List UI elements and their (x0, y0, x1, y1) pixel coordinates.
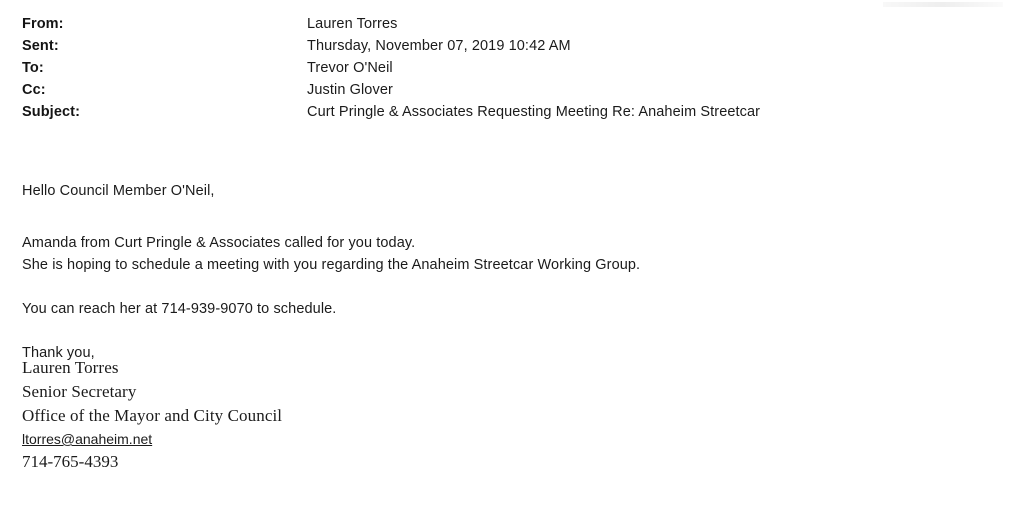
header-label-from: From: (22, 16, 64, 32)
body-greeting: Hello Council Member O'Neil, (22, 183, 215, 199)
header-value-cc: Justin Glover (307, 82, 393, 98)
signature-email-link[interactable]: ltorres@anaheim.net (22, 431, 153, 447)
header-row-cc (22, 80, 982, 101)
signature-department: Office of the Mayor and City Council (22, 406, 283, 425)
email-header-block (22, 14, 982, 124)
header-value-to: Trevor O'Neil (307, 60, 393, 76)
body-closing: Thank you, (22, 345, 95, 361)
header-label-cc: Cc: (22, 82, 46, 98)
header-value-sent: Thursday, November 07, 2019 10:42 AM (307, 38, 571, 54)
header-value-subject: Curt Pringle & Associates Requesting Meeting Re: Anaheim Streetcar (307, 104, 761, 120)
header-row-sent (22, 36, 982, 57)
body-paragraph1-line2: She is hoping to schedule a meeting with you regarding the Anaheim Streetcar Working Group. (22, 257, 641, 273)
header-label-to: To: (22, 60, 44, 76)
header-label-subject: Subject: (22, 104, 80, 120)
spacer (22, 276, 972, 298)
body-paragraph2: You can reach her at 714-939-9070 to schedule. (22, 301, 337, 317)
header-value-from: Lauren Torres (307, 16, 398, 32)
scan-artifact (883, 2, 1003, 7)
signature-title: Senior Secretary (22, 382, 137, 401)
header-row-subject (22, 102, 982, 123)
header-label-sent: Sent: (22, 38, 59, 54)
email-body (22, 180, 972, 364)
spacer (22, 202, 972, 232)
header-row-from (22, 14, 982, 35)
body-paragraph1-line1: Amanda from Curt Pringle & Associates called for you today. (22, 235, 416, 251)
signature-name: Lauren Torres (22, 358, 119, 377)
header-row-to (22, 58, 982, 79)
email-signature-block (22, 356, 622, 474)
spacer (22, 320, 972, 342)
signature-phone: 714-765-4393 (22, 452, 119, 471)
